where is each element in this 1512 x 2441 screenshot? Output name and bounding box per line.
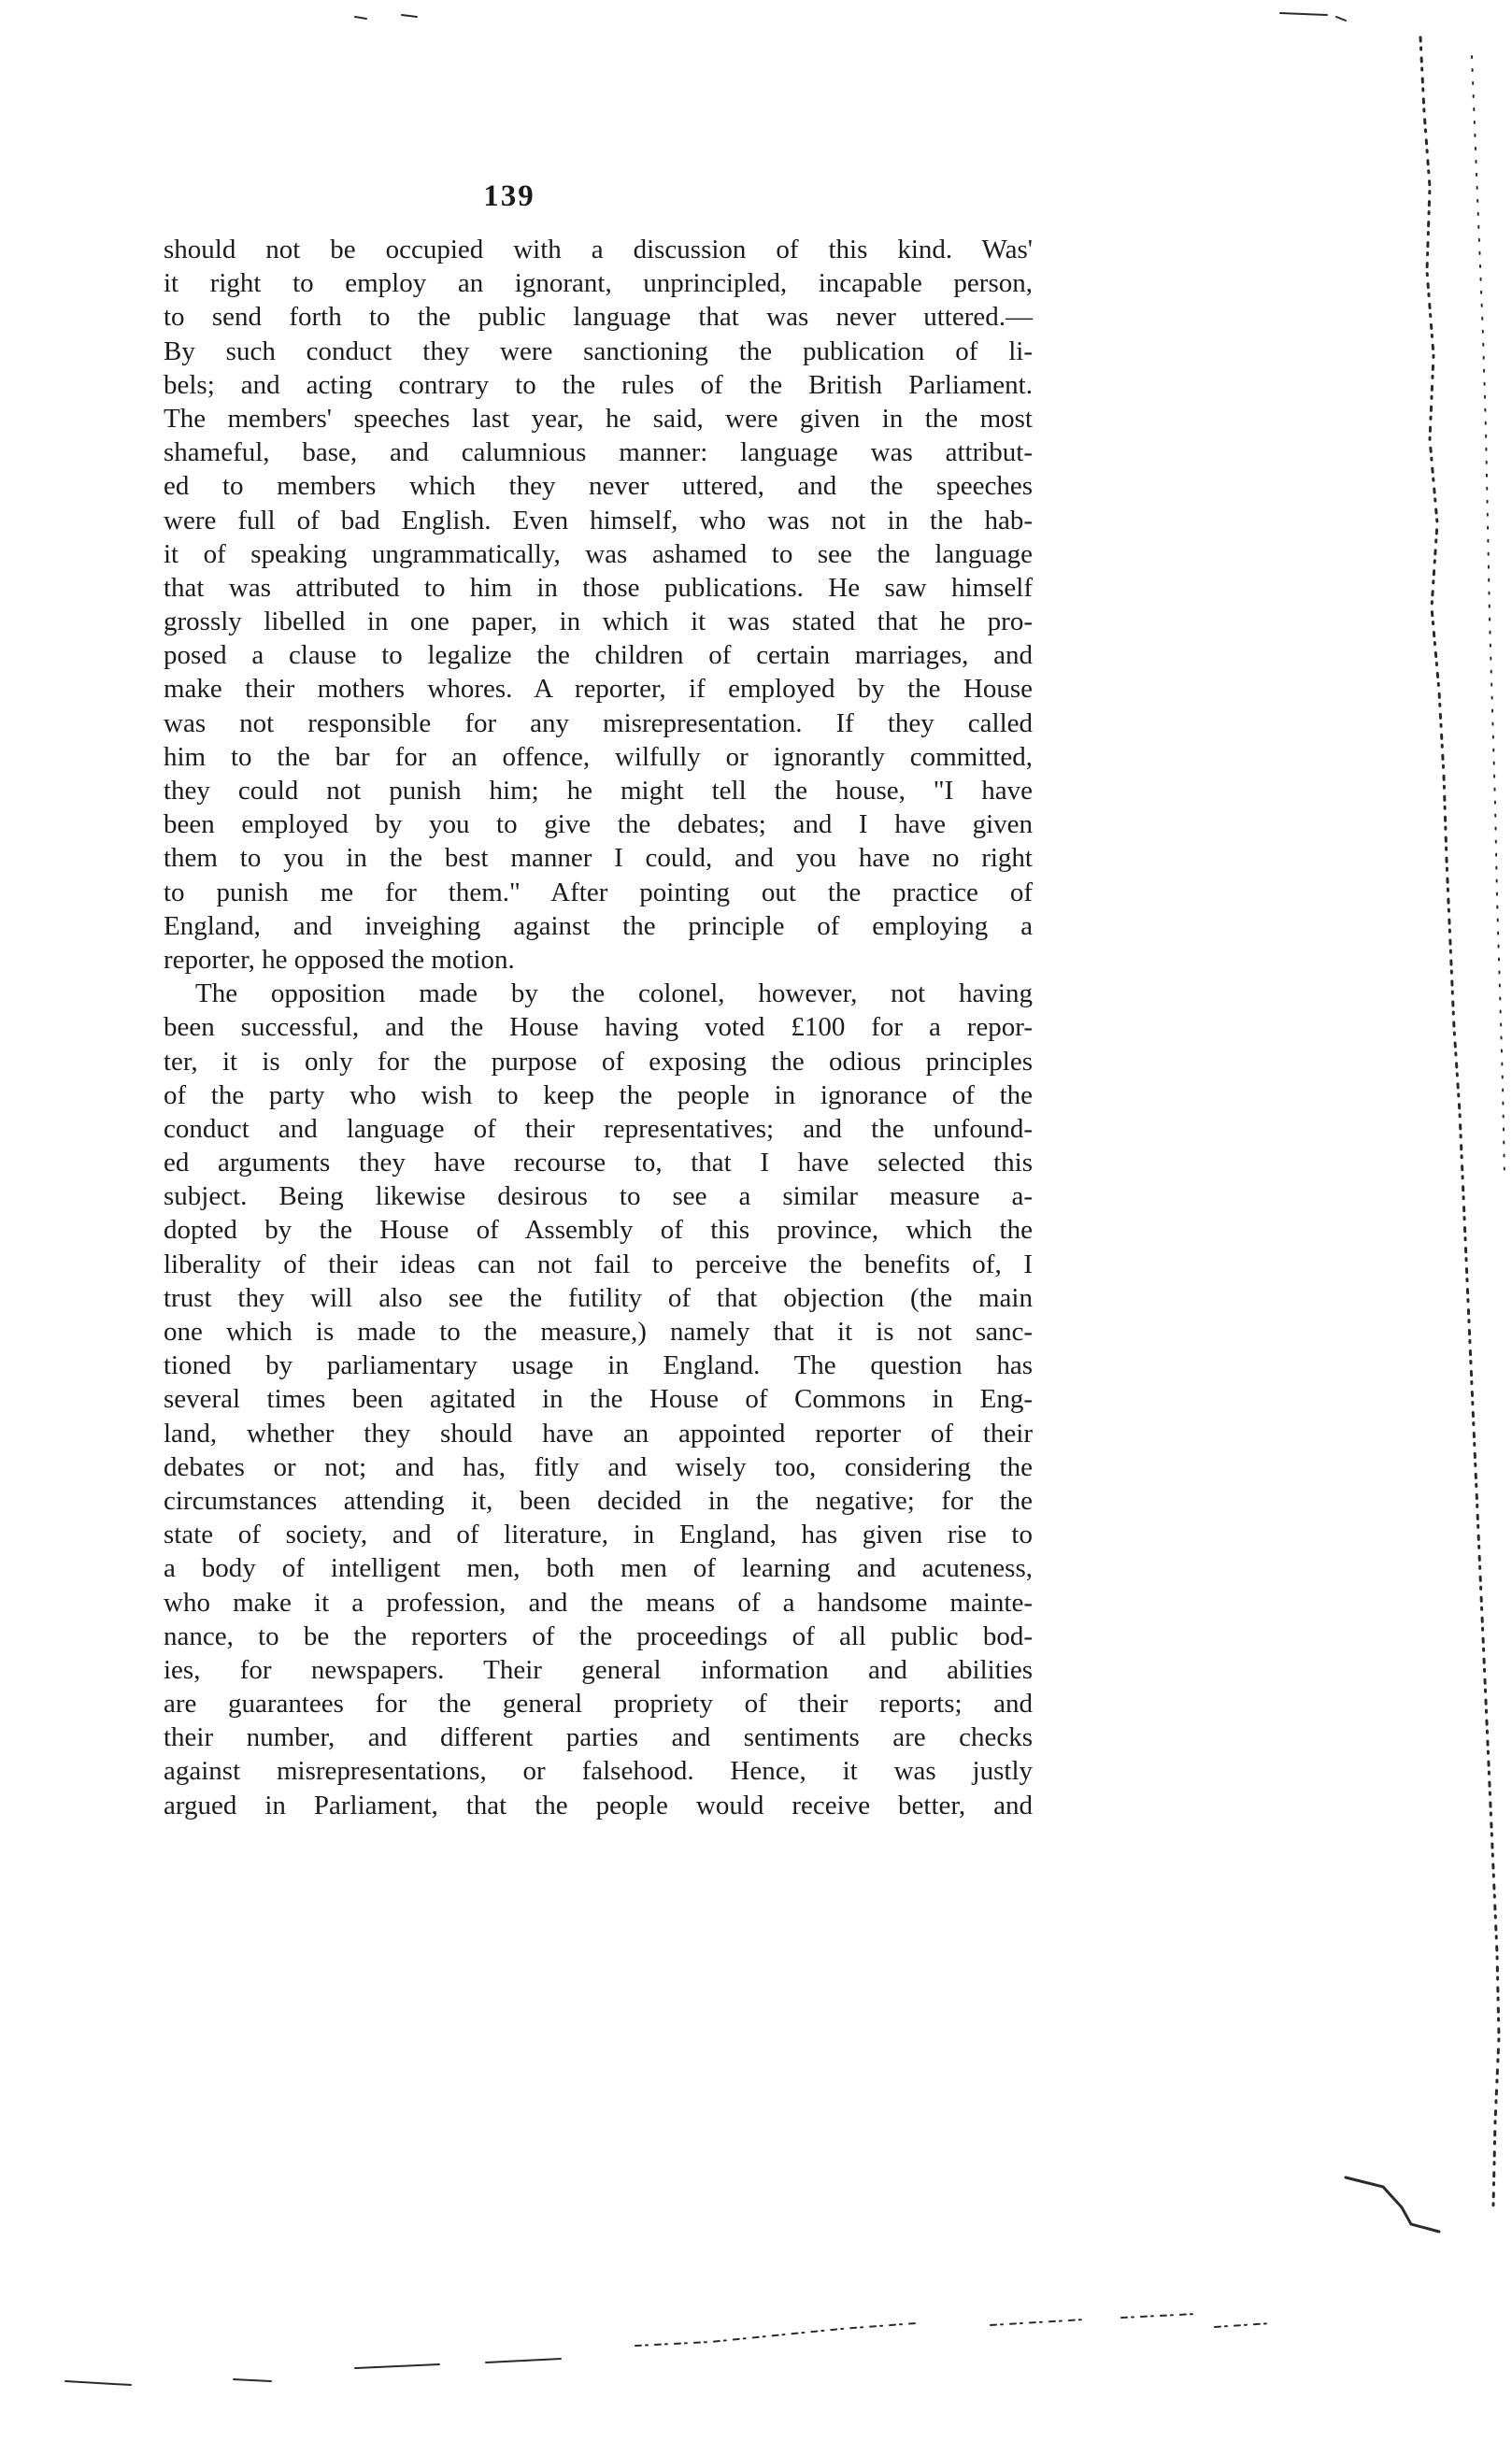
text-line: it right to employ an ignorant, unprincipled, incapable person,	[164, 268, 1033, 299]
text-line: was not responsible for any misrepresentation. If they called	[164, 707, 1033, 738]
text-line: trust they will also see the futility of that objection (the main	[164, 1282, 1033, 1313]
text-line: one which is made to the measure,) namely that it is not sanc-	[164, 1317, 1033, 1347]
text-line: him to the bar for an offence, wilfully or ignorantly committed,	[164, 741, 1033, 772]
text-line: a body of intelligent men, both men of learning and acuteness,	[164, 1553, 1033, 1584]
text-line: debates or not; and has, fitly and wisely too, considering the	[164, 1451, 1033, 1482]
text-line: dopted by the House of Assembly of this province, which the	[164, 1215, 1033, 1246]
text-line: to punish me for them." After pointing out the practice of	[164, 877, 1033, 907]
text-line: against misrepresentations, or falsehood. Hence, it was justly	[164, 1756, 1033, 1787]
text-line: The opposition made by the colonel, however, not having	[195, 978, 1033, 1009]
text-line: are guarantees for the general propriety of their reports; and	[164, 1689, 1033, 1720]
text-line: to send forth to the public language that was never uttered.—	[164, 302, 1033, 333]
text-line: state of society, and of literature, in England, has given rise to	[164, 1520, 1033, 1550]
text-line: ies, for newspapers. Their general information and abilities	[164, 1654, 1033, 1685]
text-line: grossly libelled in one paper, in which it was stated that he pro-	[164, 607, 1033, 637]
text-line: that was attributed to him in those publications. He saw himself	[164, 572, 1033, 603]
text-line: ed arguments they have recourse to, that I have selected this	[164, 1148, 1033, 1178]
text-line: been employed by you to give the debates; and I have given	[164, 809, 1033, 840]
text-line: nance, to be the reporters of the proceedings of all public bod-	[164, 1620, 1033, 1651]
text-line: ed to members which they never uttered, and the speeches	[164, 471, 1033, 502]
text-line: them to you in the best manner I could, and you have no right	[164, 843, 1033, 874]
text-line: should not be occupied with a discussion of this kind. Was'	[164, 235, 1033, 264]
text-line: subject. Being likewise desirous to see a similar measure a-	[164, 1181, 1033, 1212]
text-line: By such conduct they were sanctioning the publication of li-	[164, 335, 1033, 366]
text-line: ter, it is only for the purpose of exposing the odious principles	[164, 1046, 1033, 1077]
text-line: tioned by parliamentary usage in England. The question has	[164, 1350, 1033, 1381]
text-line: of the party who wish to keep the people in ignorance of the	[164, 1079, 1033, 1110]
body-text	[164, 233, 1033, 1822]
text-line: The members' speeches last year, he said, were given in the most	[164, 403, 1033, 434]
text-line: argued in Parliament, that the people would receive better, and	[164, 1790, 1033, 1820]
text-line: England, and inveighing against the principle of employing a	[164, 910, 1033, 941]
text-line: bels; and acting contrary to the rules of the British Parliament.	[164, 369, 1033, 400]
text-line: it of speaking ungrammatically, was ashamed to see the language	[164, 538, 1033, 569]
text-line: who make it a profession, and the means of a handsome mainte-	[164, 1587, 1033, 1618]
text-line: make their mothers whores. A reporter, if employed by the House	[164, 674, 1033, 705]
text-line: land, whether they should have an appointed reporter of their	[164, 1418, 1033, 1449]
text-line: liberality of their ideas can not fail to perceive the benefits of, I	[164, 1249, 1033, 1279]
text-line: circumstances attending it, been decided in the negative; for the	[164, 1485, 1033, 1516]
text-line: posed a clause to legalize the children of certain marriages, and	[164, 640, 1033, 671]
text-line: reporter, he opposed the motion.	[164, 944, 515, 975]
page-number: 139	[483, 179, 535, 213]
text-line: several times been agitated in the House of Commons in Eng-	[164, 1384, 1033, 1415]
text-line: shameful, base, and calumnious manner: language was attribut-	[164, 437, 1033, 468]
text-line: were full of bad English. Even himself, who was not in the hab-	[164, 505, 1033, 535]
text-line: their number, and different parties and sentiments are checks	[164, 1722, 1033, 1753]
text-line: conduct and language of their representatives; and the unfound-	[164, 1113, 1033, 1144]
text-line: they could not punish him; he might tell the house, "I have	[164, 776, 1033, 806]
text-line: been successful, and the House having voted £100 for a repor-	[164, 1012, 1033, 1043]
